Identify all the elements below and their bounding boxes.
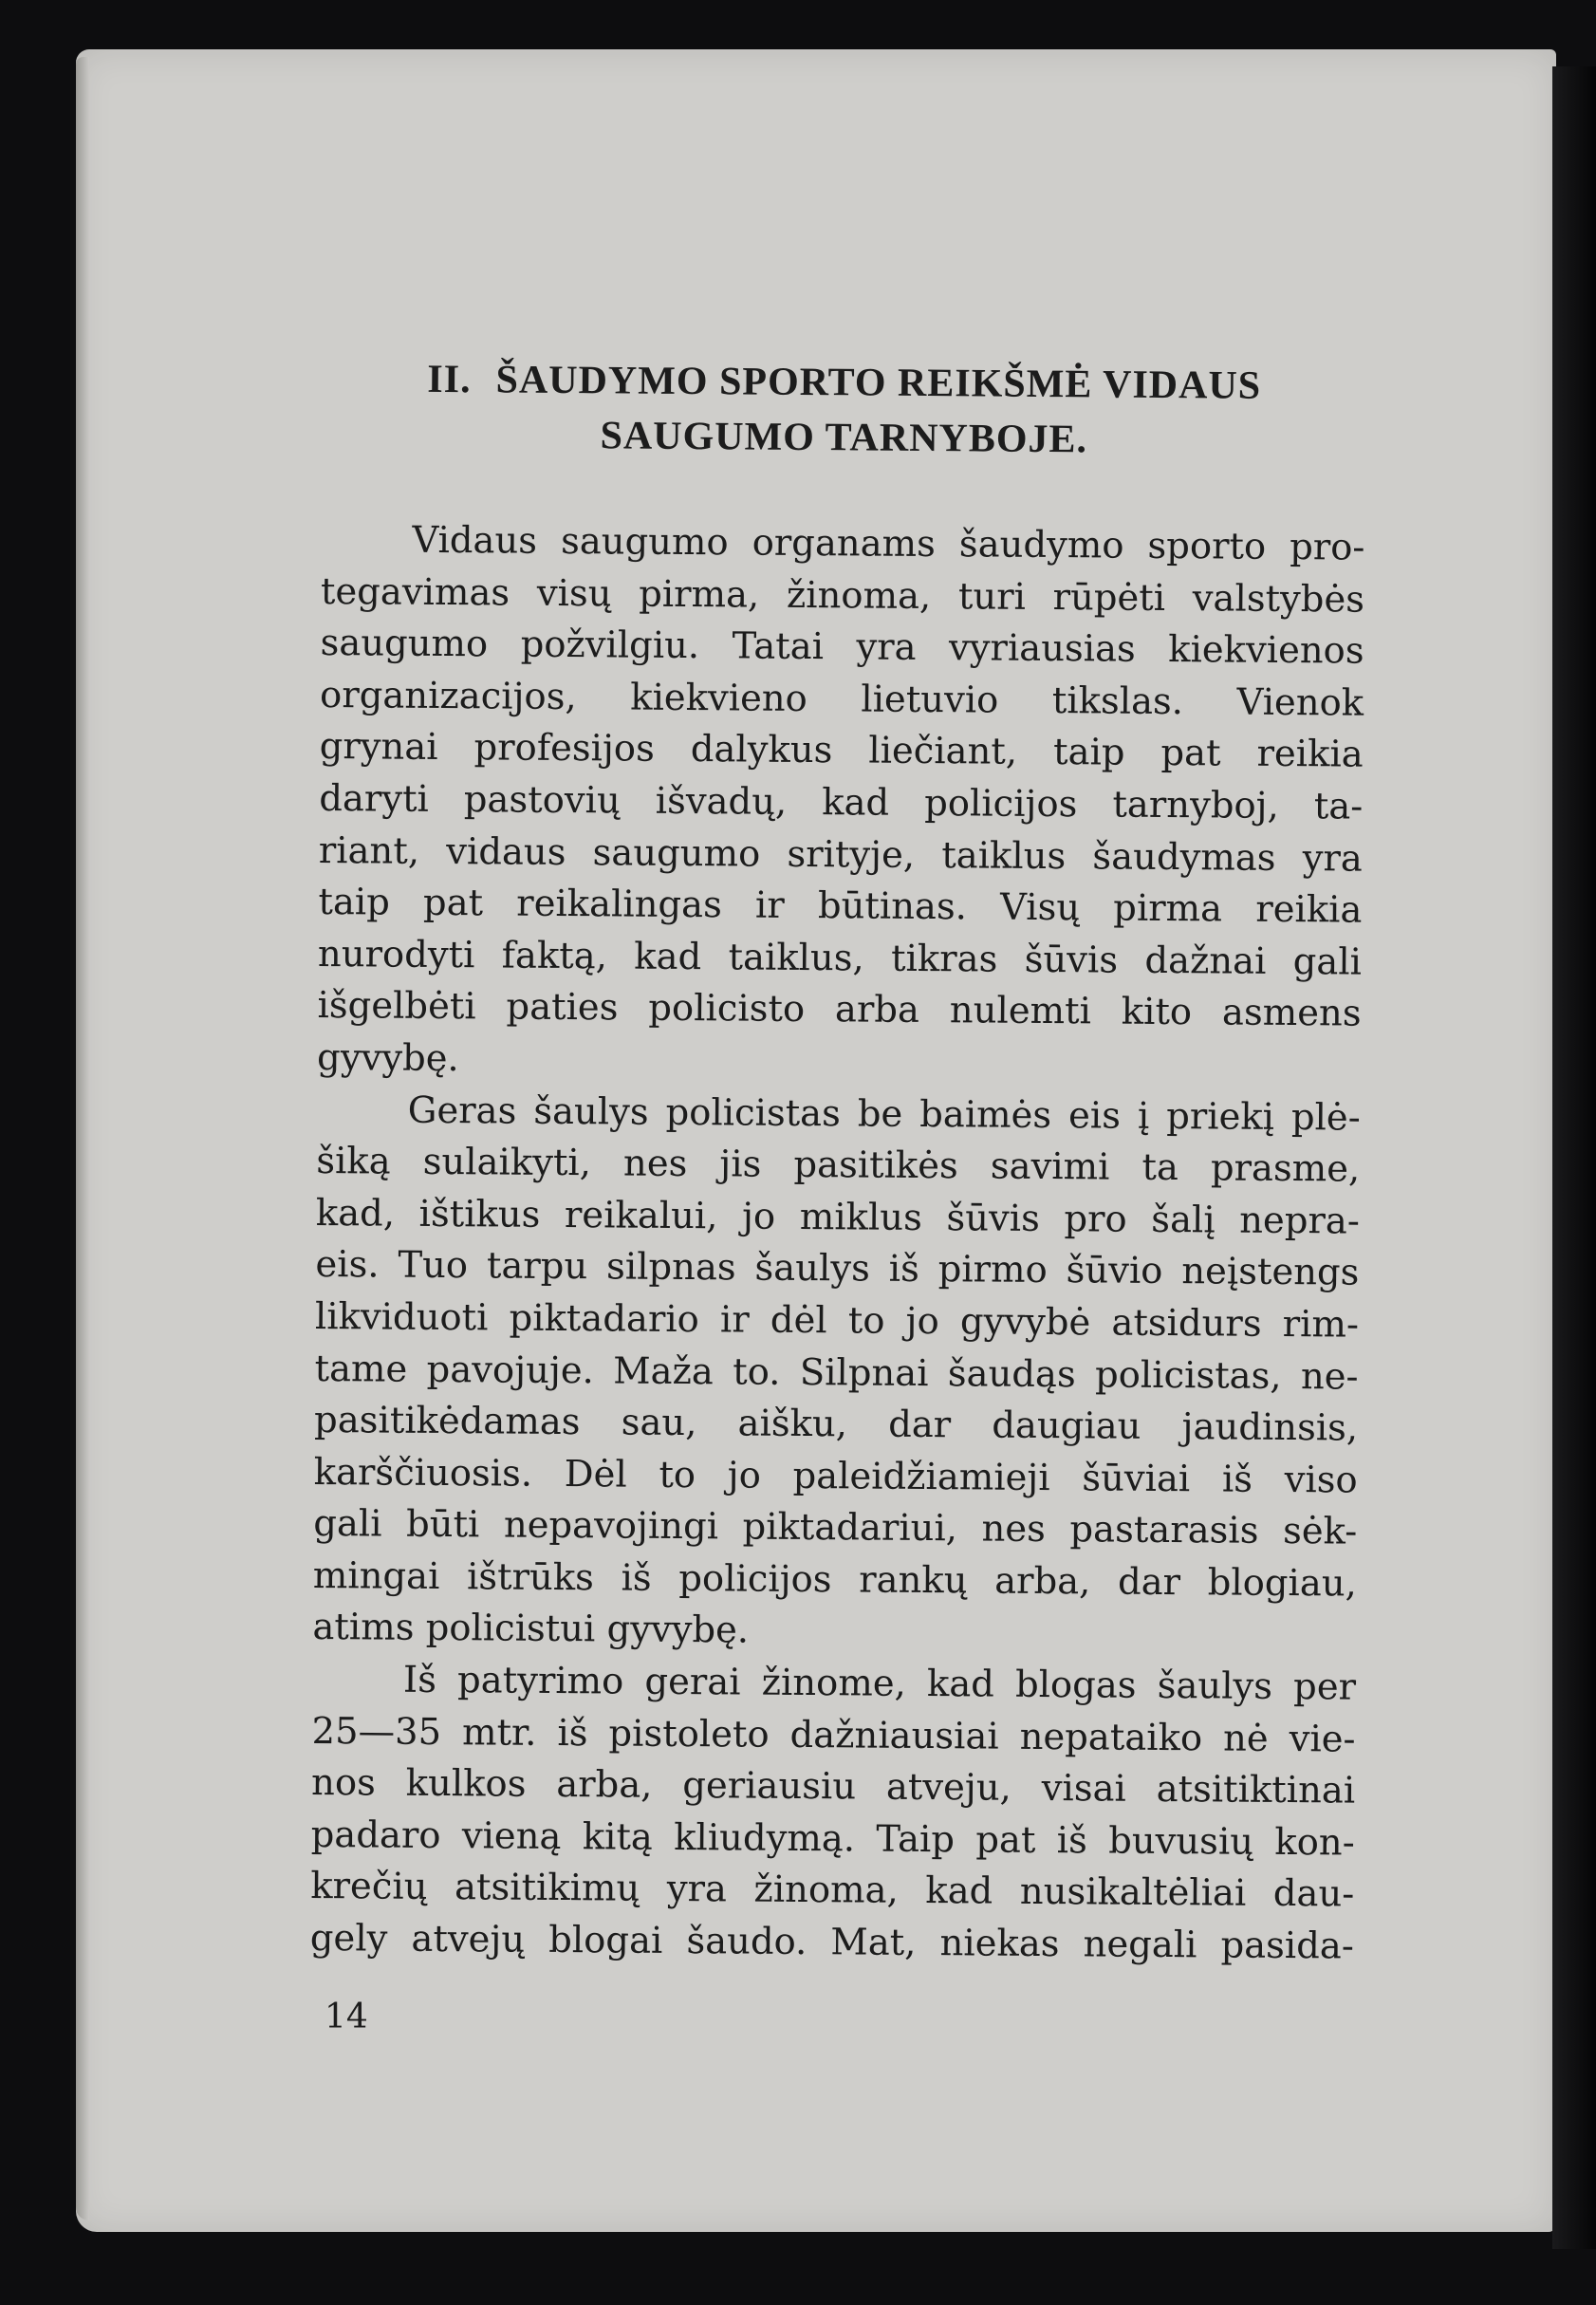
page-number: 14 <box>325 1998 368 2036</box>
chapter-title-line-2: SAUGUMO TARNYBOJE. <box>600 414 1088 462</box>
text-line: saugumo požvilgiu. Tatai yra vyriausias kiekvienos <box>320 622 1364 673</box>
text-line: kad, ištikus reikalui, jo miklus šūvis pro šalį nepra- <box>315 1191 1361 1243</box>
text-line: tame pavojuje. Maža to. Silpnai šaudąs policistas, ne- <box>314 1347 1359 1399</box>
text-line: nos kulkos arba, geriausiu atveju, visai atsitiktinai <box>310 1761 1356 1812</box>
paragraph-3 <box>310 1654 1357 1973</box>
text-line: Iš patyrimo gerai žinome, kad blogas šaulys per <box>402 1658 1357 1709</box>
text-line: padaro vieną kitą kliudymą. Taip pat iš buvusių kon- <box>310 1812 1355 1865</box>
page-binding-edge <box>76 57 89 2221</box>
text-line: 25—35 mtr. iš pistoleto dažniausiai nepataiko nė vie- <box>311 1709 1356 1761</box>
text-line: likviduoti piktadario ir dėl to jo gyvybė atsidurs rim- <box>314 1294 1360 1347</box>
text-line: išgelbėti paties policisto arba nulemti kito asmens <box>317 984 1362 1035</box>
text-line: šiką sulaikyti, nes jis pasitikės savimi ta prasme, <box>316 1140 1361 1191</box>
paragraph-1 <box>317 514 1365 1092</box>
text-line: riant, vidaus saugumo srityje, taiklus šaudymas yra <box>318 828 1364 881</box>
text-line: gali būti nepavojingi piktadariui, nes pastarasis sėk- <box>313 1502 1358 1553</box>
text-line: atims policistui gyvybę. <box>312 1606 750 1653</box>
chapter-heading <box>322 351 1366 470</box>
text-line: organizacijos, kiekvieno lietuvio tikslas. Vienok <box>319 673 1364 725</box>
page-text-block <box>310 351 1366 1973</box>
text-line: eis. Tuo tarpu silpnas šaulys iš pirmo šūvio neįstengs <box>315 1243 1360 1294</box>
text-line: daryti pastovių išvadų, kad policijos tarnyboj, ta- <box>319 776 1364 828</box>
text-line: taip pat reikalingas ir būtinas. Visų pirma reikia <box>318 881 1363 932</box>
text-line: pasitikėdamas sau, aišku, dar daugiau jaudinsis, <box>313 1399 1359 1450</box>
text-line: nurodyti faktą, kad taiklus, tikras šūvis dažnai gali <box>317 932 1363 984</box>
text-line: mingai ištrūks iš policijos rankų arba, dar blogiau, <box>312 1553 1358 1606</box>
text-line: gyvybę. <box>316 1035 459 1081</box>
text-line: gely atvejų blogai šaudo. Mat, niekas negali pasida- <box>309 1916 1355 1968</box>
text-line: tegavimas visų pirma, žinoma, turi rūpėti valstybės <box>320 569 1365 622</box>
text-line: Vidaus saugumo organams šaudymo sporto pro- <box>412 518 1365 569</box>
paragraph-2 <box>312 1085 1361 1663</box>
right-shadow-gutter <box>1552 66 1596 2249</box>
chapter-title-line-1: ŠAUDYMO SPORTO REIKŠMĖ VIDAUS <box>495 358 1262 408</box>
text-line: karščiuosis. Dėl to jo paleidžiamieji šūviai iš viso <box>313 1450 1358 1502</box>
text-line: Geras šaulys policistas be baimės eis į priekį plė- <box>407 1088 1361 1140</box>
text-line: grynai profesijos dalykus liečiant, taip pat reikia <box>319 725 1364 777</box>
chapter-heading-line-1 <box>323 351 1366 415</box>
chapter-number: II. <box>427 357 472 402</box>
text-line: krečių atsitikimų yra žinoma, kad nusikaltėliai dau- <box>310 1865 1355 1917</box>
